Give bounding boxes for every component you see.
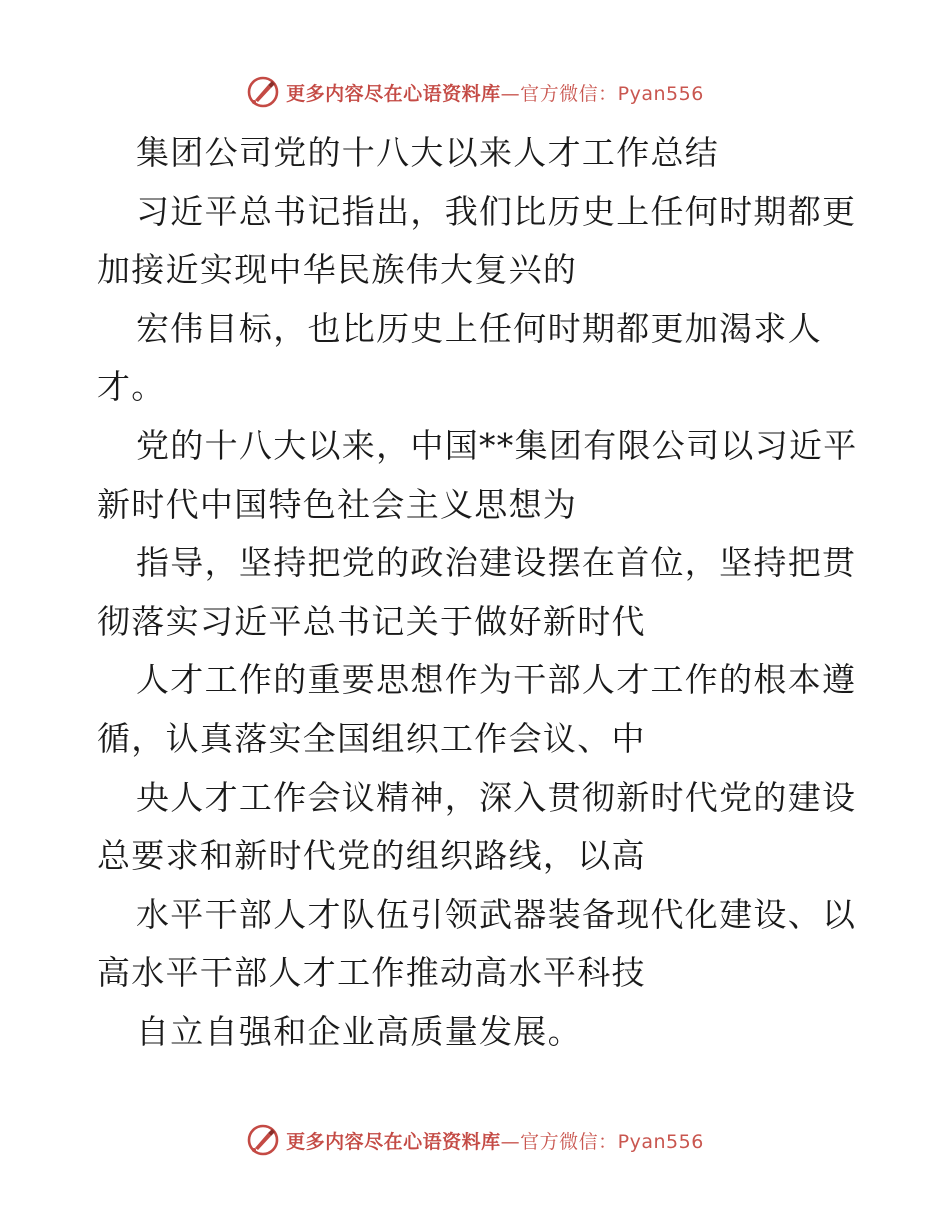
text-line: 习近平总书记指出，我们比历史上任何时期都更 (136, 191, 857, 231)
document-title: 集团公司党的十八大以来人才工作总结 (136, 133, 720, 172)
text-line: 自立自强和企业高质量发展。 (136, 1011, 582, 1051)
pen-logo-icon (246, 1123, 280, 1157)
text-line: 水平干部人才队伍引领武器装备现代化建设、以 (136, 894, 857, 934)
text-line: 党的十八大以来，中国**集团有限公司以习近平 (136, 425, 858, 465)
watermark-header (0, 72, 950, 112)
text-line: 央人才工作会议精神，深入贯彻新时代党的建设 (136, 777, 857, 817)
text-line: 循，认真落实全国组织工作会议、中 (97, 718, 646, 758)
text-line: 总要求和新时代党的组织路线，以高 (97, 836, 646, 876)
pen-logo-icon (246, 75, 280, 109)
text-line: 新时代中国特色社会主义思想为 (97, 484, 578, 524)
document-body (97, 124, 857, 1062)
text-line: 才。 (97, 367, 166, 407)
text-line: 加接近实现中华民族伟大复兴的 (97, 250, 578, 290)
text-line: 人才工作的重要思想作为干部人才工作的根本遵 (136, 660, 857, 700)
text-line: 宏伟目标，也比历史上任何时期都更加渴求人 (136, 308, 822, 348)
watermark-group (246, 1123, 704, 1157)
text-line: 高水平干部人才工作推动高水平科技 (97, 953, 646, 993)
text-line: 指导，坚持把党的政治建设摆在首位，坚持把贯 (136, 543, 857, 583)
text-line: 彻落实习近平总书记关于做好新时代 (97, 601, 646, 641)
watermark-group (246, 75, 704, 109)
watermark-footer (0, 1120, 950, 1160)
watermark-text: 更多内容尽在心语资料库—官方微信：Pyan556 (286, 82, 704, 105)
watermark-text: 更多内容尽在心语资料库—官方微信：Pyan556 (286, 1130, 704, 1153)
